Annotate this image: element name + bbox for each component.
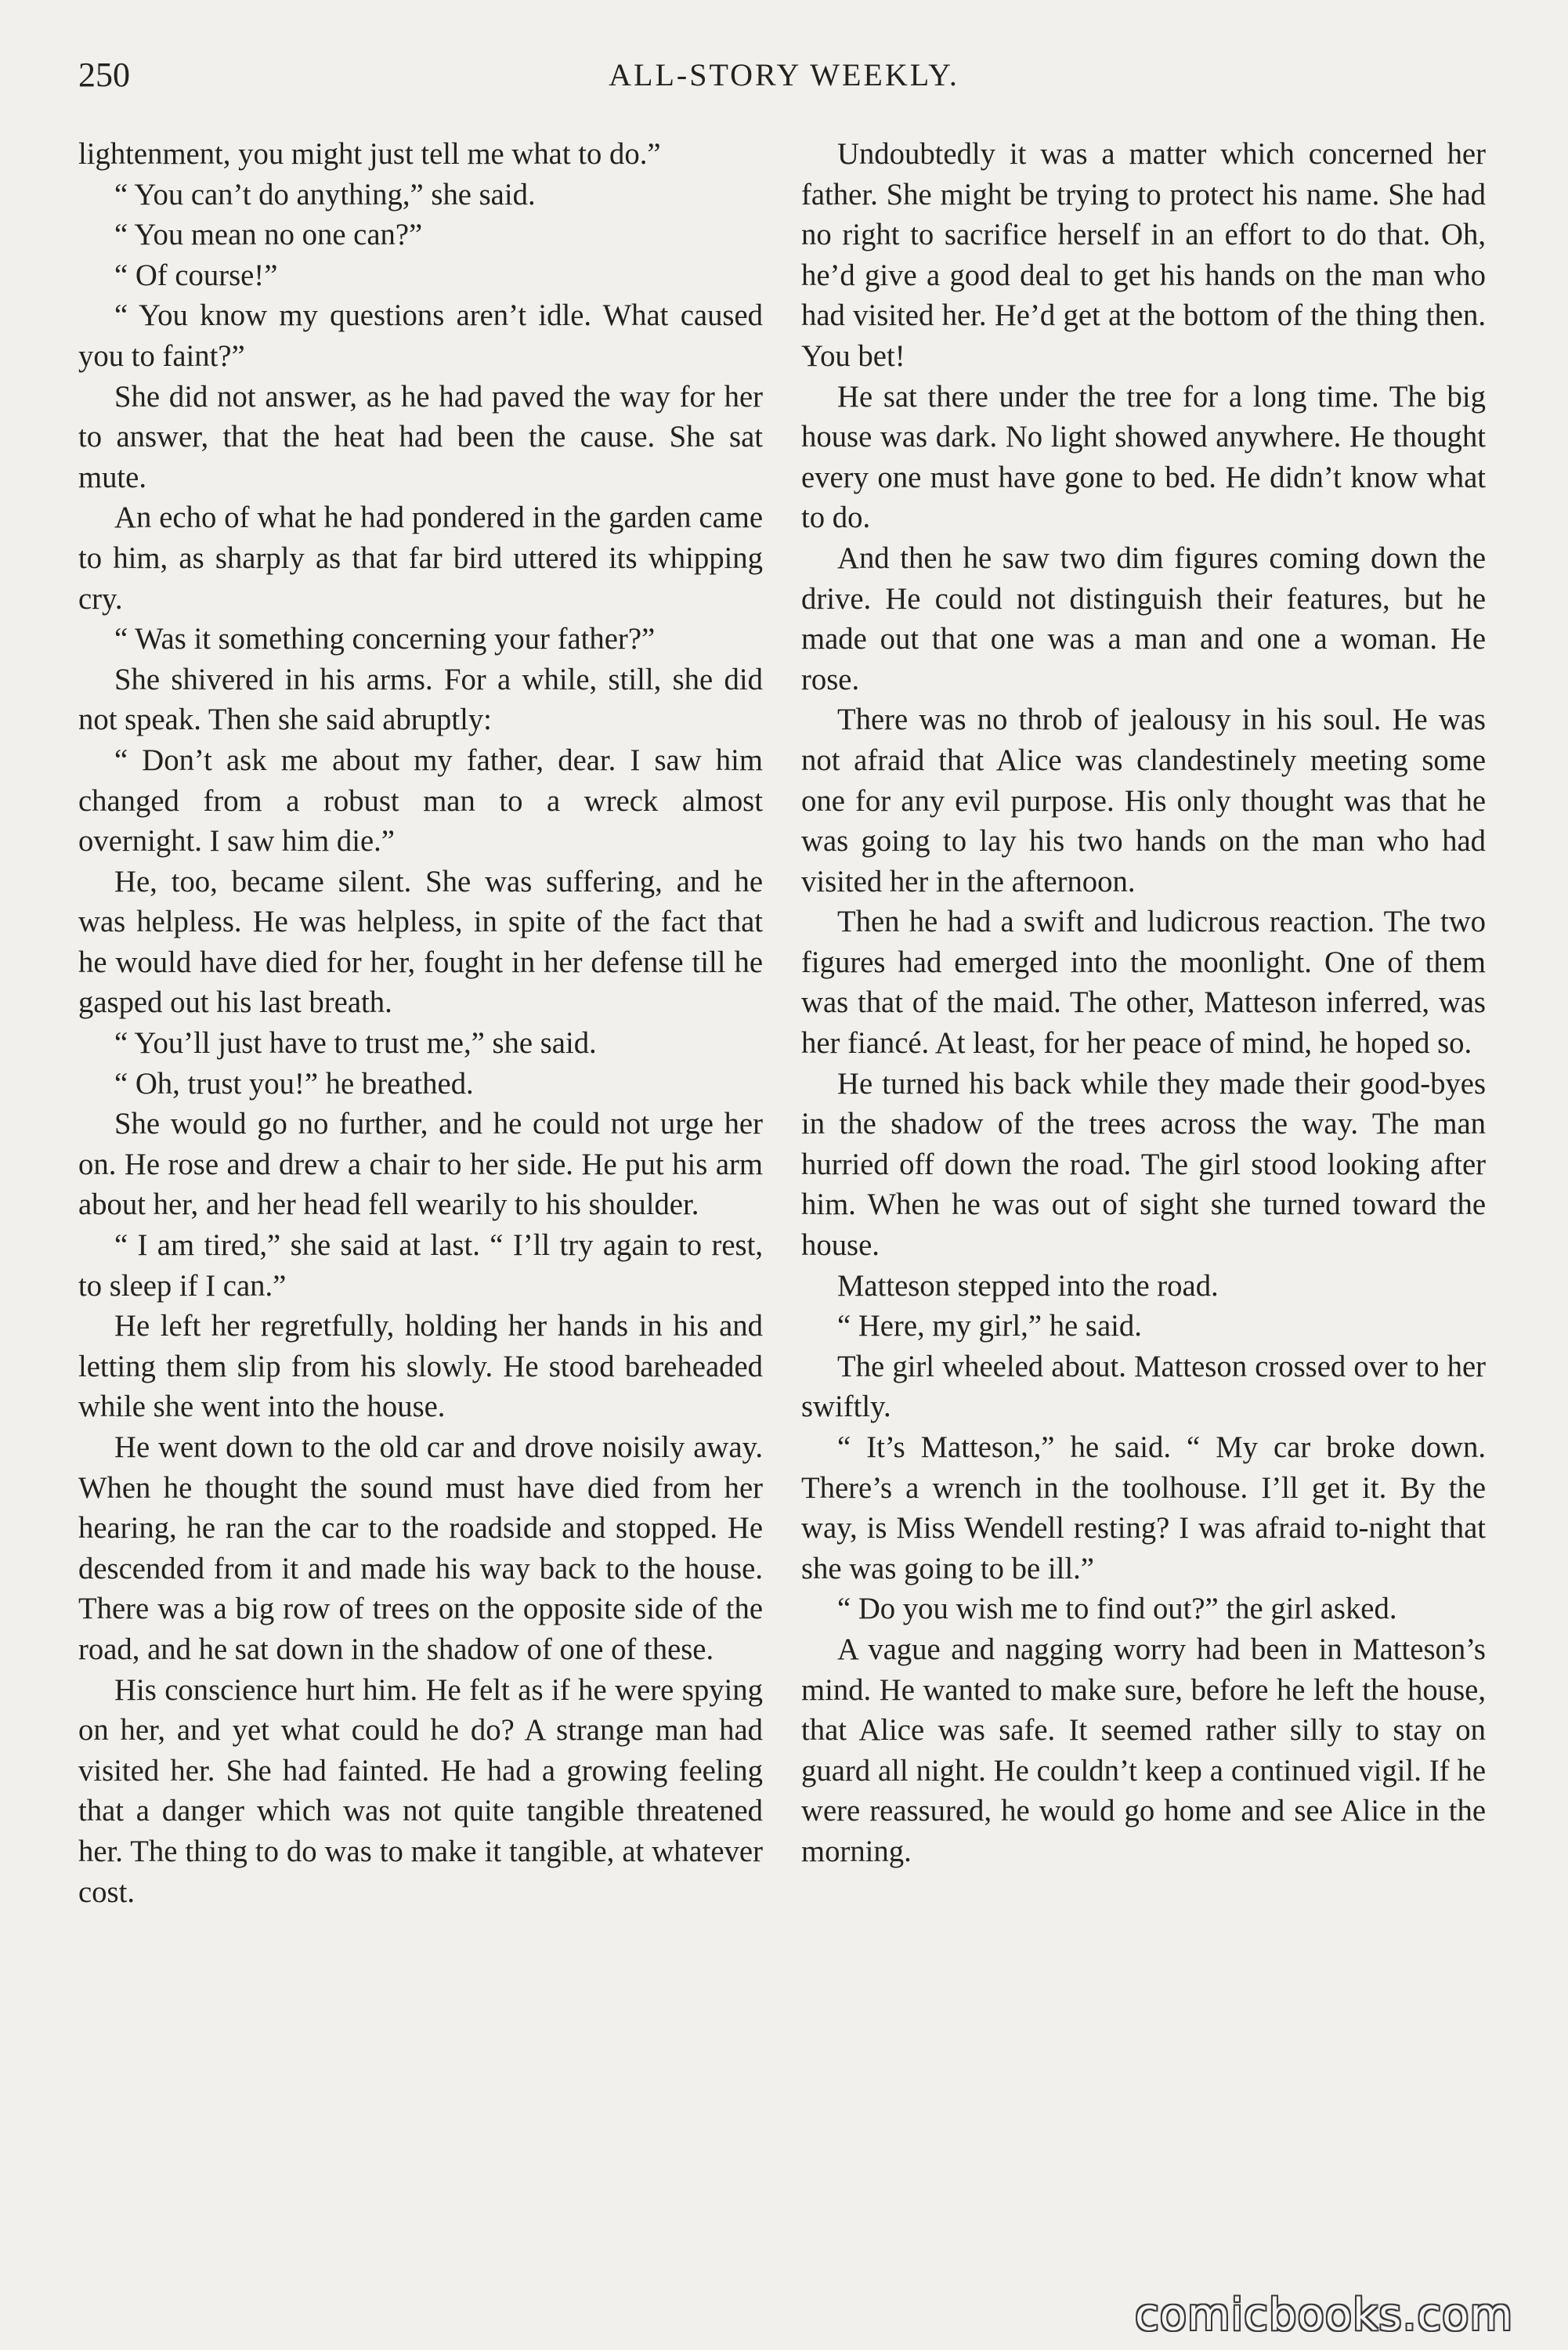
paragraph: lightenment, you might just tell me what to do.”	[78, 138, 661, 171]
paragraph: She shivered in his arms. For a while, still, she did not speak. Then she said abruptly:	[78, 663, 763, 737]
paragraph: “ You mean no one can?”	[114, 219, 423, 252]
left-column	[78, 135, 763, 1913]
paragraph: “ You’ll just have to trust me,” she said.	[114, 1027, 597, 1061]
paragraph: She would go no further, and he could not urge her on. He rose and drew a chair to her side. He put his arm about her, and her head fell wearily to his shoulder.	[78, 1108, 763, 1222]
paragraph: “ Don’t ask me about my father, dear. I saw him changed from a robust man to a wreck almost overnight. I saw him die.”	[78, 743, 763, 859]
paragraph: He went down to the old car and drove noisily away. When he thought the sound must have died from her hearing, he ran the car to the roadside and stopped. He descended from it and made his way back to the house. There was a big row of trees on the opposite side of the road, and he sat down in the shadow of one of these.	[78, 1431, 763, 1666]
paragraph: He turned his back while they made their good-byes in the shadow of the trees across the way. The man hurried off down the road. The girl stood looking after him. When he was out of sight she turned toward the house.	[801, 1067, 1486, 1263]
paragraph: There was no throb of jealousy in his soul. He was not afraid that Alice was clandestinely meeting some one for any evil purpose. His only thought was that he was going to lay his two hands on the man who had visited her in the afternoon.	[801, 703, 1486, 898]
paragraph: “ Was it something concerning your father?”	[114, 623, 656, 656]
paragraph: He left her regretfully, holding her hands in his and letting them slip from his slowly. He stood bareheaded while she went into the house.	[78, 1310, 763, 1424]
magazine-title: ALL-STORY WEEKLY.	[609, 57, 959, 92]
paragraph: His conscience hurt him. He felt as if he were spying on her, and yet what could he do? A strange man had visited her. She had fainted. He had a growing feeling that a danger which was not quite tangible threatened her. The thing to do was to make it tangible, at whatever cost.	[78, 1673, 763, 1909]
paragraph: “ Here, my girl,” he said.	[837, 1310, 1142, 1343]
paragraph: He sat there under the tree for a long time. The big house was dark. No light showed anywhere. He thought every one must have gone to bed. He didn’t know what to do.	[801, 380, 1486, 535]
page-number: 250	[78, 56, 130, 94]
paragraph: “ It’s Matteson,” he said. “ My car broke down. There’s a wrench in the toolhouse. I’ll get it. By the way, is Miss Wendell resting? I was afraid to-night that she was going to be ill.”	[801, 1431, 1486, 1585]
paragraph: She did not answer, as he had paved the way for her to answer, that the heat had been the cause. She sat mute.	[78, 380, 763, 494]
paragraph: Matteson stepped into the road.	[837, 1269, 1219, 1303]
right-column	[801, 135, 1486, 1873]
paragraph: Undoubtedly it was a matter which concerned her father. She might be trying to protect his name. She had no right to sacrifice herself in an effort to do that. Oh, he’d give a good deal to get his hands on the man who had visited her. He’d get at the bottom of the thing then. You bet!	[801, 138, 1486, 373]
paragraph: Then he had a swift and ludicrous reaction. The two figures had emerged into the moonlight. One of them was that of the maid. The other, Matteson inferred, was her fiancé. At least, for her peace of mind, he hoped so.	[801, 906, 1486, 1061]
paragraph: “ Do you wish me to find out?” the girl asked.	[837, 1593, 1397, 1626]
page-header	[78, 52, 1490, 107]
paragraph: The girl wheeled about. Matteson crossed over to her swiftly.	[801, 1350, 1486, 1424]
paragraph: A vague and nagging worry had been in Matteson’s mind. He wanted to make sure, before he left the house, that Alice was safe. It seemed rather silly to stay on guard all night. He couldn’t keep a continued vigil. If he were reassured, he would go home and see Alice in the morning.	[801, 1632, 1486, 1868]
paragraph: “ I am tired,” she said at last. “ I’ll try again to rest, to sleep if I can.”	[78, 1229, 763, 1303]
paragraph: “ Oh, trust you!” he breathed.	[114, 1067, 474, 1101]
watermark: comicbooks.com	[1134, 2290, 1513, 2341]
paragraph: An echo of what he had pondered in the garden came to him, as sharply as that far bird uttered its whipping cry.	[78, 501, 763, 616]
paragraph: “ You know my questions aren’t idle. What caused you to faint?”	[78, 299, 763, 373]
paragraph: And then he saw two dim figures coming down the drive. He could not distinguish their features, but he made out that one was a man and one a woman. He rose.	[801, 541, 1486, 696]
paragraph: He, too, became silent. She was suffering, and he was helpless. He was helpless, in spite of the fact that he would have died for her, fought in her defense till he gasped out his last breath.	[78, 865, 763, 1020]
paragraph: “ Of course!”	[114, 258, 278, 292]
paragraph: “ You can’t do anything,” she said.	[114, 178, 536, 212]
